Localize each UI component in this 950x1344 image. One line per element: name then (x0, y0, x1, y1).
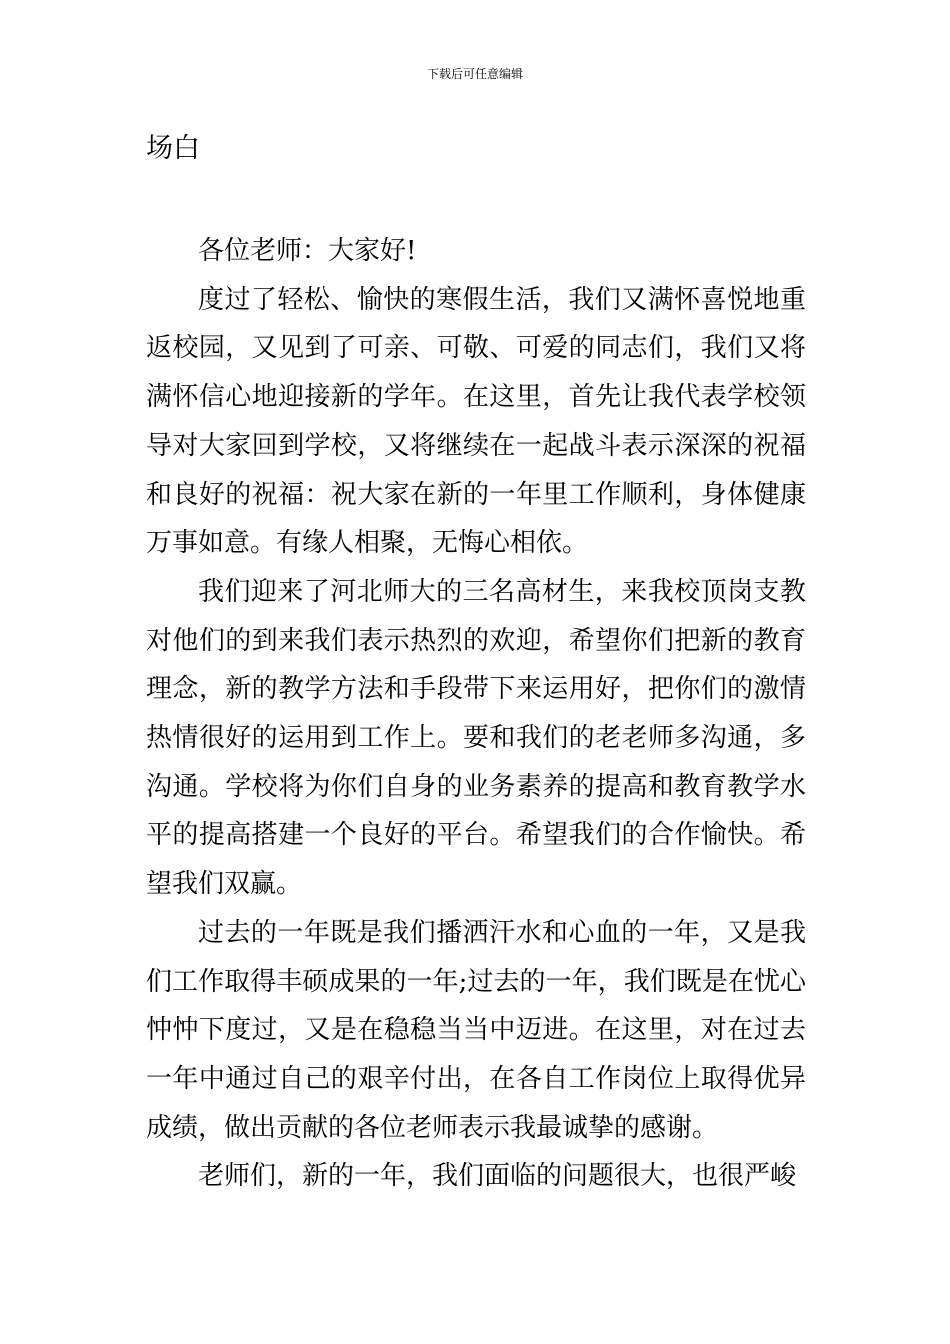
paragraph: 老师们，新的一年，我们面临的问题很大，也很严峻 (198, 1161, 797, 1192)
paragraph: 我们迎来了河北师大的三名高材生，来我校顶岗支教对他们的到来我们表示热烈的欢迎，希望你们把新的教育理念，新的教学方法和手段带下来运用好，把你们的激情热情很好的运用到工作上。要和我们的老老师多沟通，多沟通。学校将为你们自身的业务素养的提高和教育教学水平的提高搭建一个良好的平台。希望我们的合作愉快。希望我们双赢。 (146, 576, 806, 900)
document-body (146, 227, 806, 1201)
document-title: 场白 (146, 133, 200, 164)
header-note: 下载后可任意编辑 (426, 67, 523, 81)
paragraph: 过去的一年既是我们播洒汗水和心血的一年，又是我们工作取得丰硕成果的一年;过去的一年，我们既是在忧心忡忡下度过，又是在稳稳当当中迈进。在这里，对在过去一年中通过自己的艰辛付出，在各自工作岗位上取得优异成绩，做出贡献的各位老师表示我最诚挚的感谢。 (146, 917, 806, 1143)
paragraph: 度过了轻松、愉快的寒假生活，我们又满怀喜悦地重返校园，又见到了可亲、可敬、可爱的同志们，我们又将满怀信心地迎接新的学年。在这里，首先让我代表学校领导对大家回到学校，又将继续在一起战斗表示深深的祝福和良好的祝福：祝大家在新的一年里工作顺利，身体健康万事如意。有缘人相聚，无悔心相依。 (146, 284, 806, 559)
paragraph-greeting: 各位老师：大家好! (198, 236, 417, 266)
